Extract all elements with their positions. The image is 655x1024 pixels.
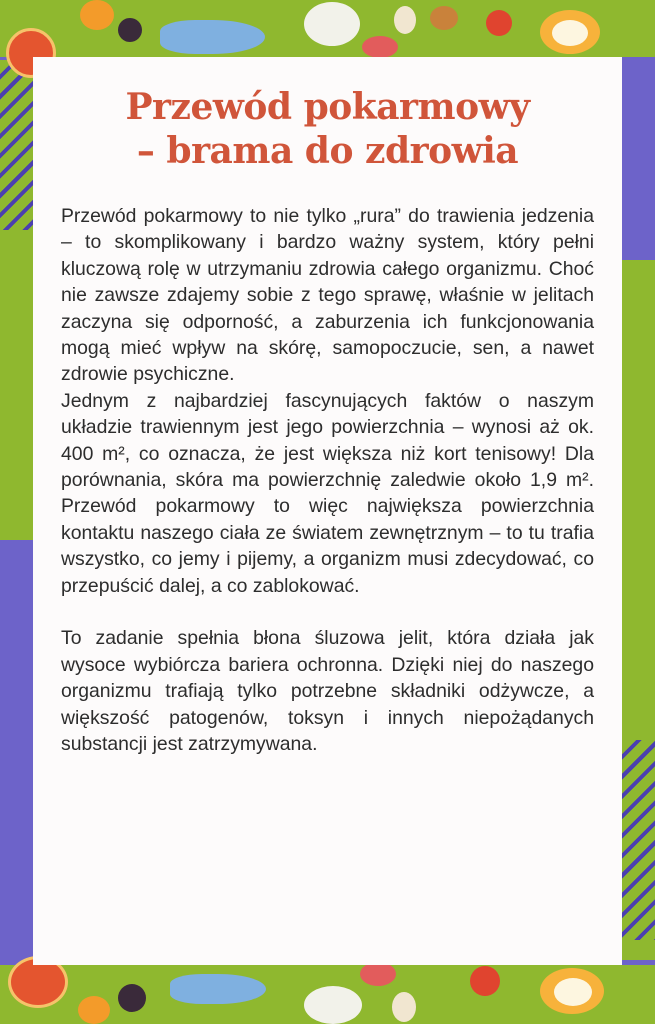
paragraph-3: To zadanie spełnia błona śluzowa jelit, która działa jak wysoce wybiórcza bariera ochronna. Dzięki niej do naszego organizmu trafiają tylko potrzebne składniki odżywcze, a większość patogenów, toksyn i innych niepożądanych substancji jest zatrzymywana. bbox=[61, 627, 594, 756]
stripe-pattern-right bbox=[622, 740, 655, 940]
egg-icon bbox=[394, 6, 416, 34]
cauliflower-bottom-icon bbox=[304, 986, 362, 1024]
melon-bottom-icon bbox=[360, 962, 396, 986]
tomato-bottom-icon bbox=[470, 966, 500, 996]
fish-bottom-icon bbox=[170, 974, 266, 1004]
plum-icon bbox=[118, 18, 142, 42]
article-body bbox=[61, 203, 594, 758]
melon-icon bbox=[362, 36, 398, 58]
paragraph-1: Przewód pokarmowy to nie tylko „rura” do trawienia jedzenia – to skomplikowany i bardzo ważny system, który pełni kluczową rolę w utrzymaniu zdrowia całego organizmu. Choć nie zawsze zdajemy sobie z tego sprawę, właśnie w jelitach zaczyna się odporność, a zaburzenia ich funkcjonowania mogą mieć wpływ na skórę, samopoczucie, sen, a nawet zdrowie psychiczne. bbox=[61, 205, 594, 386]
orange-icon bbox=[80, 0, 114, 30]
stripe-pattern-left bbox=[0, 60, 33, 230]
egg-bottom-icon bbox=[392, 992, 416, 1022]
title-line-1: Przewód pokarmowy bbox=[125, 86, 530, 128]
fish-icon bbox=[160, 20, 265, 54]
content-card bbox=[33, 57, 622, 965]
nut-icon bbox=[430, 6, 458, 30]
papaya-seeds-bottom-icon bbox=[554, 978, 592, 1006]
paragraph-2: Jednym z najbardziej fascynujących faktów o naszym układzie trawiennym jest jego powierzchnia – wynosi aż ok. 400 m², co oznacza, że jest większa niż kort tenisowy! Dla porównania, skóra ma powierzchnię zaledwie około 1,9 m². Przewód pokarmowy to więc największa powierzchnia kontaktu naszego ciała ze światem zewnętrznym – to tu trafia wszystko, co jemy i pijemy, a organizm musi zdecydować, co przepuścić dalej, a co zablokować. bbox=[61, 389, 594, 597]
title-line-2: – brama do zdrowia bbox=[136, 130, 519, 172]
plum-bottom-icon bbox=[118, 984, 146, 1012]
papaya-seeds-icon bbox=[552, 20, 588, 46]
cauliflower-icon bbox=[304, 2, 360, 46]
orange-bottom-icon bbox=[78, 996, 110, 1024]
page-title bbox=[33, 85, 622, 173]
tomato-icon bbox=[486, 10, 512, 36]
